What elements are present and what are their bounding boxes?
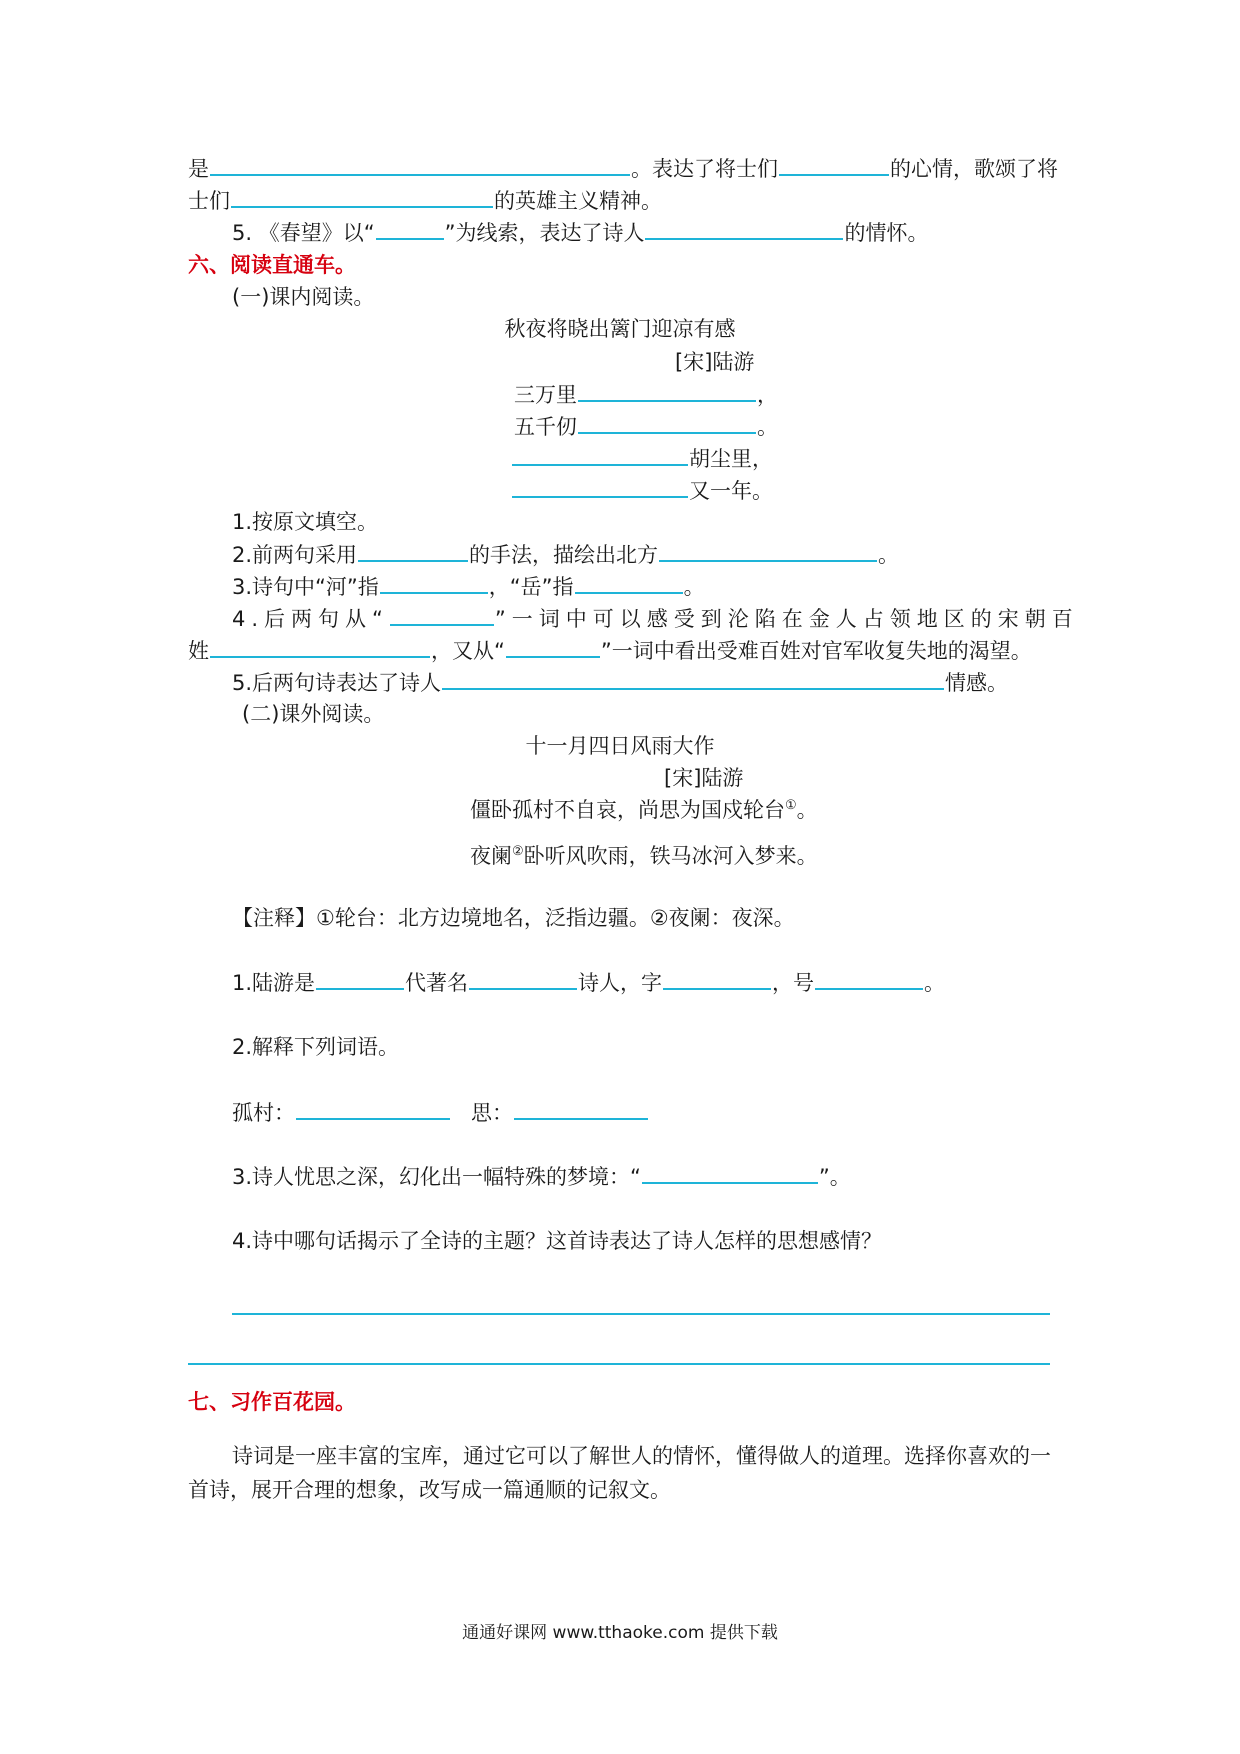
answer-blank[interactable]: [376, 218, 444, 240]
poem2-author: [宋]陆游: [664, 766, 744, 790]
text: 3.诗句中“河”指: [232, 575, 379, 599]
answer-blank[interactable]: [512, 444, 688, 466]
footnote-marker: ②: [512, 844, 524, 859]
answer-blank[interactable]: [779, 154, 889, 176]
section-7-heading: 七、习作百花园。: [188, 1390, 356, 1414]
answer-blank[interactable]: [663, 968, 771, 990]
text: 2.前两句采用: [232, 543, 358, 567]
text: 。表达了将士们: [631, 157, 778, 181]
poem1-line2: [514, 412, 778, 441]
text: ，: [757, 383, 778, 407]
poem2-line1: [470, 796, 818, 824]
text: ，“岳”指: [488, 575, 574, 599]
text: 1.陆游是: [232, 971, 316, 995]
text: 5. 《春望》以“: [232, 221, 375, 245]
s5-q4-line1: [188, 154, 1058, 183]
answer-line[interactable]: [232, 1313, 1050, 1315]
text: 僵卧孤村不自哀，尚思为国戍轮台: [470, 798, 785, 822]
answer-blank[interactable]: [514, 1098, 648, 1120]
text: 4.后两句从“: [232, 607, 389, 631]
q4-line1: [232, 604, 1079, 633]
q3: [232, 572, 705, 601]
text: 五千仞: [514, 415, 577, 439]
b2-words: [232, 1098, 649, 1127]
page-footer: 通通好课网 www.tthaoke.com 提供下载: [462, 1623, 778, 1643]
text: 。: [683, 575, 705, 599]
q4-line2: [188, 636, 1032, 665]
poem1-line4: [511, 476, 773, 505]
text: 。: [878, 543, 900, 567]
answer-line[interactable]: [188, 1363, 1050, 1365]
text: 胡尘里，: [689, 447, 773, 471]
answer-blank[interactable]: [380, 572, 488, 594]
text: 卧听风吹雨，铁马冰河入梦来。: [523, 844, 818, 868]
q5: [232, 668, 1008, 697]
answer-blank[interactable]: [512, 476, 688, 498]
answer-blank[interactable]: [296, 1098, 450, 1120]
text: 姓: [188, 639, 209, 663]
answer-blank[interactable]: [506, 636, 600, 658]
section-6-heading: 六、阅读直通车。: [188, 253, 356, 277]
answer-blank[interactable]: [210, 154, 630, 176]
b3: [232, 1162, 851, 1191]
text: ”一词中看出受难百姓对官军收复失地的渴望。: [600, 639, 1032, 663]
poem2-title: 十一月四日风雨大作: [525, 734, 715, 758]
answer-blank[interactable]: [578, 380, 756, 402]
q2: [232, 540, 899, 569]
text: 思：: [471, 1101, 513, 1125]
s7-paragraph-line1: 诗词是一座丰富的宝库，通过它可以了解世人的情怀，懂得做人的道理。选择你喜欢的一: [232, 1444, 1051, 1468]
answer-blank[interactable]: [358, 540, 468, 562]
b1: [232, 968, 945, 997]
text: 的英雄主义精神。: [494, 189, 662, 213]
text: ，又从“: [431, 639, 505, 663]
b2: 2.解释下列词语。: [232, 1035, 400, 1059]
text: 的情怀。: [844, 221, 929, 245]
text: 诗人，字: [578, 971, 663, 995]
s5-q4-line2: [188, 186, 662, 215]
text: 3.诗人忧思之深，幻化出一幅特殊的梦境：“: [232, 1165, 641, 1189]
text: 。: [757, 415, 778, 439]
text: ”为线索，表达了诗人: [444, 221, 645, 245]
part-1-label: (一)课内阅读。: [232, 285, 375, 309]
poem1-line3: [511, 444, 773, 473]
text: ，号: [772, 971, 815, 995]
answer-blank[interactable]: [231, 186, 493, 208]
text: 。: [796, 798, 818, 822]
poem2-line2: [470, 842, 818, 870]
answer-blank[interactable]: [645, 218, 843, 240]
text: 的手法，描绘出北方: [469, 543, 659, 567]
answer-blank[interactable]: [578, 412, 756, 434]
part-2-label: (二)课外阅读。: [242, 702, 385, 726]
answer-blank[interactable]: [575, 572, 683, 594]
text: 的心情，歌颂了将: [890, 157, 1058, 181]
q1: 1.按原文填空。: [232, 510, 379, 534]
answer-blank[interactable]: [316, 968, 404, 990]
text: ”一词中可以感受到沦陷在金人占领地区的宋朝百: [494, 607, 1079, 631]
text: 士们: [188, 189, 230, 213]
text: 5.后两句诗表达了诗人: [232, 671, 442, 695]
answer-blank[interactable]: [815, 968, 923, 990]
text: 是: [188, 157, 209, 181]
b4: 4.诗中哪句话揭示了全诗的主题？这首诗表达了诗人怎样的思想感情？: [232, 1229, 883, 1253]
s5-q5: [232, 218, 928, 247]
poem1-author: [宋]陆游: [675, 350, 755, 374]
text: 夜阑: [470, 844, 512, 868]
text: 又一年。: [689, 479, 773, 503]
text: 情感。: [945, 671, 1009, 695]
text: ”。: [818, 1165, 851, 1189]
s7-paragraph-line2: 首诗，展开合理的想象，改写成一篇通顺的记叙文。: [188, 1478, 671, 1502]
answer-blank[interactable]: [390, 604, 494, 626]
answer-blank[interactable]: [642, 1162, 818, 1184]
answer-blank[interactable]: [659, 540, 877, 562]
text: 代著名: [405, 971, 469, 995]
poem1-line1: [514, 380, 778, 409]
footnote-marker: ①: [785, 798, 797, 813]
text: 孤村：: [232, 1101, 295, 1125]
answer-blank[interactable]: [210, 636, 430, 658]
poem1-title: 秋夜将晓出篱门迎凉有感: [504, 317, 736, 341]
answer-blank[interactable]: [442, 668, 944, 690]
text: 三万里: [514, 383, 577, 407]
annotation-note: 【注释】①轮台：北方边境地名，泛指边疆。②夜阑：夜深。: [232, 906, 795, 930]
answer-blank[interactable]: [469, 968, 577, 990]
text: 。: [924, 971, 946, 995]
